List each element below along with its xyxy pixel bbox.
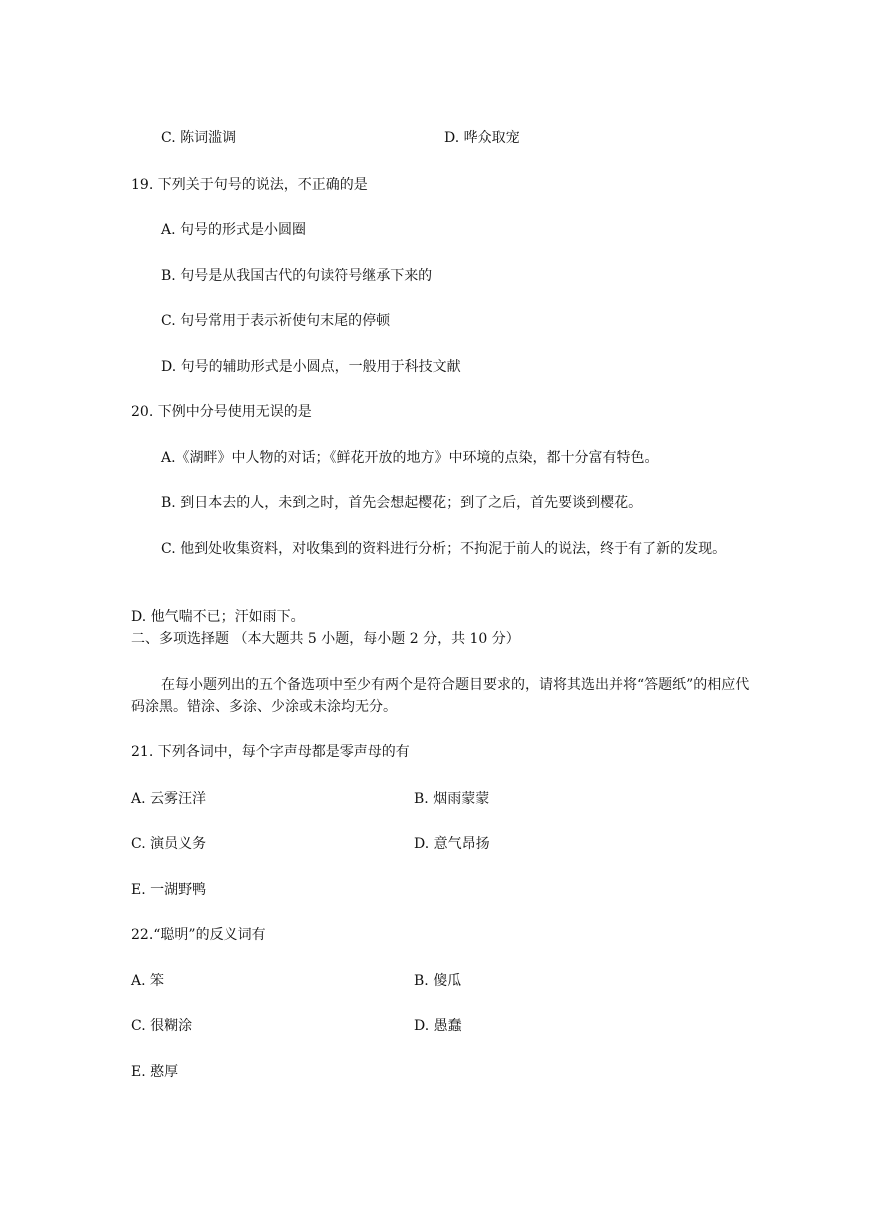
q21-option-d: D. 意气昂扬: [414, 836, 490, 852]
q22-option-d: D. 愚蠢: [414, 1018, 462, 1034]
q19-option-c: C. 句号常用于表示祈使句末尾的停顿: [161, 313, 391, 329]
q19-option-d: D. 句号的辅助形式是小圆点，一般用于科技文献: [161, 359, 461, 375]
q20-stem: 20. 下例中分号使用无误的是: [131, 404, 312, 420]
q20-option-d: D. 他气喘不已；汗如雨下。: [131, 609, 305, 625]
q18-option-d: D. 哗众取宠: [444, 130, 520, 146]
q22-option-c: C. 很糊涂: [131, 1018, 193, 1034]
q20-option-b: B. 到日本去的人，未到之时，首先会想起樱花；到了之后，首先要谈到樱花。: [161, 495, 643, 511]
section-2-heading: 二、多项选择题 （本大题共 5 小题，每小题 2 分，共 10 分）: [131, 631, 520, 647]
q22-stem: 22.“聪明”的反义词有: [131, 927, 266, 943]
section-2-instructions: 在每小题列出的五个备选项中至少有两个是符合题目要求的，请将其选出并将“答题纸”的相应代码涂黑。错涂、多涂、少涂或未涂均无分。: [131, 677, 750, 715]
q22-option-b: B. 傻瓜: [414, 973, 462, 989]
q21-option-e: E. 一湖野鸭: [131, 882, 207, 898]
q21-option-c: C. 演员义务: [131, 836, 207, 852]
q19-option-b: B. 句号是从我国古代的句读符号继承下来的: [161, 268, 433, 284]
q20-option-c: C. 他到处收集资料，对收集到的资料进行分析；不拘泥于前人的说法，终于有了新的发现。: [161, 541, 727, 557]
q18-option-c: C. 陈词滥调: [161, 130, 237, 146]
q19-stem: 19. 下列关于句号的说法，不正确的是: [131, 177, 368, 193]
q19-option-a: A. 句号的形式是小圆圈: [161, 222, 307, 238]
q20-option-a: A.《湖畔》中人物的对话；《鲜花开放的地方》中环境的点染，都十分富有特色。: [161, 450, 659, 466]
q22-option-e: E. 憨厚: [131, 1064, 179, 1080]
q22-option-a: A. 笨: [131, 973, 165, 989]
q21-option-a: A. 云雾汪洋: [131, 791, 207, 807]
q21-option-b: B. 烟雨蒙蒙: [414, 791, 490, 807]
q21-stem: 21. 下列各词中，每个字声母都是零声母的有: [131, 744, 410, 760]
